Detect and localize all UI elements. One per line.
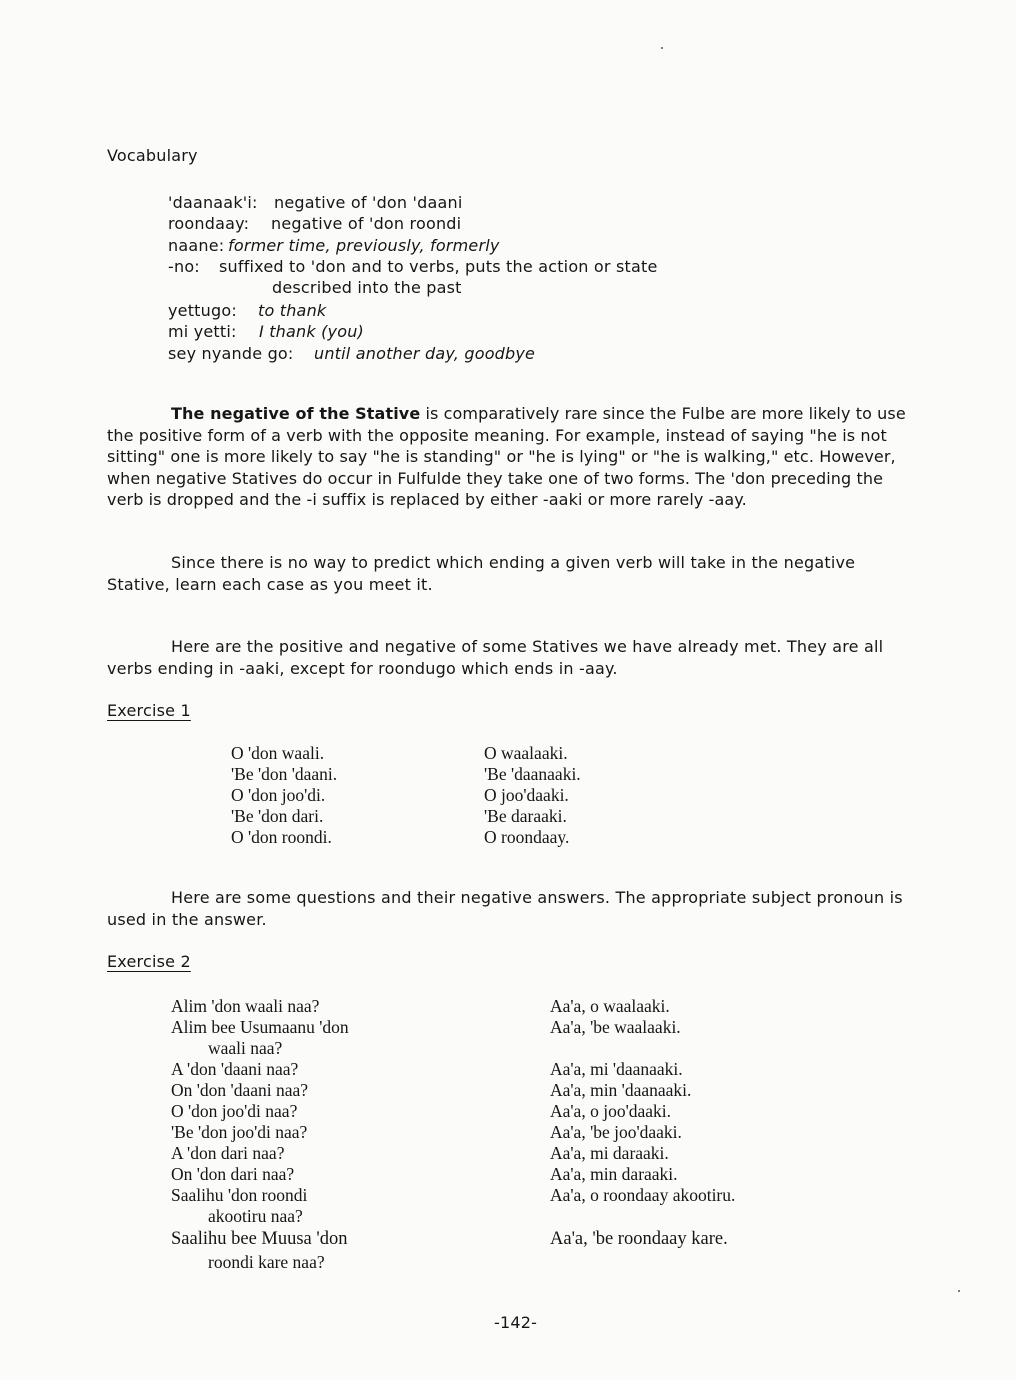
exercise-1-negative: 'Be daraaki.	[484, 806, 567, 826]
vocab-definition: to thank	[258, 301, 327, 320]
exercise-1-negative: 'Be 'daanaaki.	[484, 764, 581, 784]
vocab-definition-continued: described into the past	[272, 278, 462, 297]
vocab-definition: negative of 'don roondi	[271, 214, 462, 233]
exercise-2-answer: Aa'a, o roondaay akootiru.	[550, 1185, 736, 1205]
vocab-definition: suffixed to 'don and to verbs, puts the action or state	[219, 257, 658, 276]
paragraph-positive-negative: Here are the positive and negative of some Statives we have already met. They are all verbs ending in -aaki, except for roondugo which ends in -aay.	[107, 637, 884, 678]
exercise-2-question: A 'don 'daani naa?	[171, 1059, 299, 1079]
vocab-definition: negative of 'don 'daani	[274, 193, 463, 212]
exercise-2-answer: Aa'a, o waalaaki.	[550, 996, 670, 1016]
exercise-2-question-continued: akootiru naa?	[208, 1206, 303, 1226]
vocab-term: -no:	[168, 257, 200, 276]
exercise-1-negative: O waalaaki.	[484, 743, 568, 763]
exercise-2-question: Alim 'don waali naa?	[171, 996, 320, 1016]
exercise-2-question: 'Be 'don joo'di naa?	[171, 1122, 308, 1142]
term-negative-of-the-stative: The negative of the Stative	[171, 404, 421, 423]
exercise-2-question: On 'don 'daani naa?	[171, 1080, 309, 1100]
exercise-1-positive: O 'don roondi.	[231, 827, 332, 847]
vocab-term: 'daanaak'i:	[168, 193, 258, 212]
exercise-2-answer: Aa'a, mi 'daanaaki.	[550, 1059, 683, 1079]
exercise-2-question: Saalihu 'don roondi	[171, 1185, 308, 1205]
vocab-term: roondaay:	[168, 214, 250, 233]
exercise-2-answer: Aa'a, min daraaki.	[550, 1164, 678, 1184]
vocab-definition: former time, previously, formerly	[228, 236, 500, 255]
exercise-2-question: O 'don joo'di naa?	[171, 1101, 298, 1121]
exercise-1-positive: O 'don waali.	[231, 743, 325, 763]
speck	[661, 47, 663, 49]
exercise-1-negative: O roondaay.	[484, 827, 570, 847]
paragraph-negative-stative	[107, 403, 919, 511]
exercise-1-positive: O 'don joo'di.	[231, 785, 326, 805]
page-number: -142-	[494, 1313, 538, 1332]
exercise-2-answer: Aa'a, min 'daanaaki.	[550, 1080, 692, 1100]
vocabulary-heading: Vocabulary	[107, 146, 198, 165]
exercise-2-answer: Aa'a, 'be joo'daaki.	[550, 1122, 682, 1142]
vocab-term: naane:	[168, 236, 225, 255]
exercise-2-question-continued: waali naa?	[208, 1038, 283, 1058]
vocab-term: mi yetti:	[168, 322, 237, 341]
exercise-2-question: Saalihu bee Muusa 'don	[171, 1229, 348, 1249]
speck	[958, 1290, 960, 1292]
exercise-1-positive: 'Be 'don 'daani.	[231, 764, 338, 784]
vocab-definition: I thank (you)	[259, 322, 364, 341]
exercise-2-question: On 'don dari naa?	[171, 1164, 295, 1184]
exercise-2-title: Exercise 2	[107, 952, 191, 971]
paragraph-questions-answers: Here are some questions and their negative answers. The appropriate subject pronoun is used in the answer.	[107, 888, 903, 929]
exercise-1-positive: 'Be 'don dari.	[231, 806, 324, 826]
exercise-2-answer: Aa'a, 'be roondaay kare.	[550, 1229, 728, 1249]
paragraph-body: is comparatively rare since the Fulbe are more likely to use the positive form of a verb with the opposite meaning. For example, instead of saying "he is not sitting" one is more likely to say "he is standing" or "he is lying" or "he is walking," etc. However, when negative Statives do occur in Fulfulde they take one of two forms. The 'don preceding the verb is dropped and the -i suffix is replaced by either -aaki or more rarely -aay.	[107, 404, 906, 509]
vocab-term: sey nyande go:	[168, 344, 294, 363]
paragraph-predict-ending: Since there is no way to predict which ending a given verb will take in the negative Stative, learn each case as you meet it.	[107, 553, 856, 594]
exercise-2-answer: Aa'a, mi daraaki.	[550, 1143, 669, 1163]
exercise-2-question: Alim bee Usumaanu 'don	[171, 1017, 349, 1037]
vocab-definition: until another day, goodbye	[314, 344, 536, 363]
exercise-1-title: Exercise 1	[107, 701, 191, 720]
exercise-1-negative: O joo'daaki.	[484, 785, 569, 805]
vocab-term: yettugo:	[168, 301, 237, 320]
exercise-2-question-continued: roondi kare naa?	[208, 1252, 325, 1272]
exercise-2-answer: Aa'a, o joo'daaki.	[550, 1101, 671, 1121]
exercise-2-question: A 'don dari naa?	[171, 1143, 285, 1163]
exercise-2-answer: Aa'a, 'be waalaaki.	[550, 1017, 681, 1037]
